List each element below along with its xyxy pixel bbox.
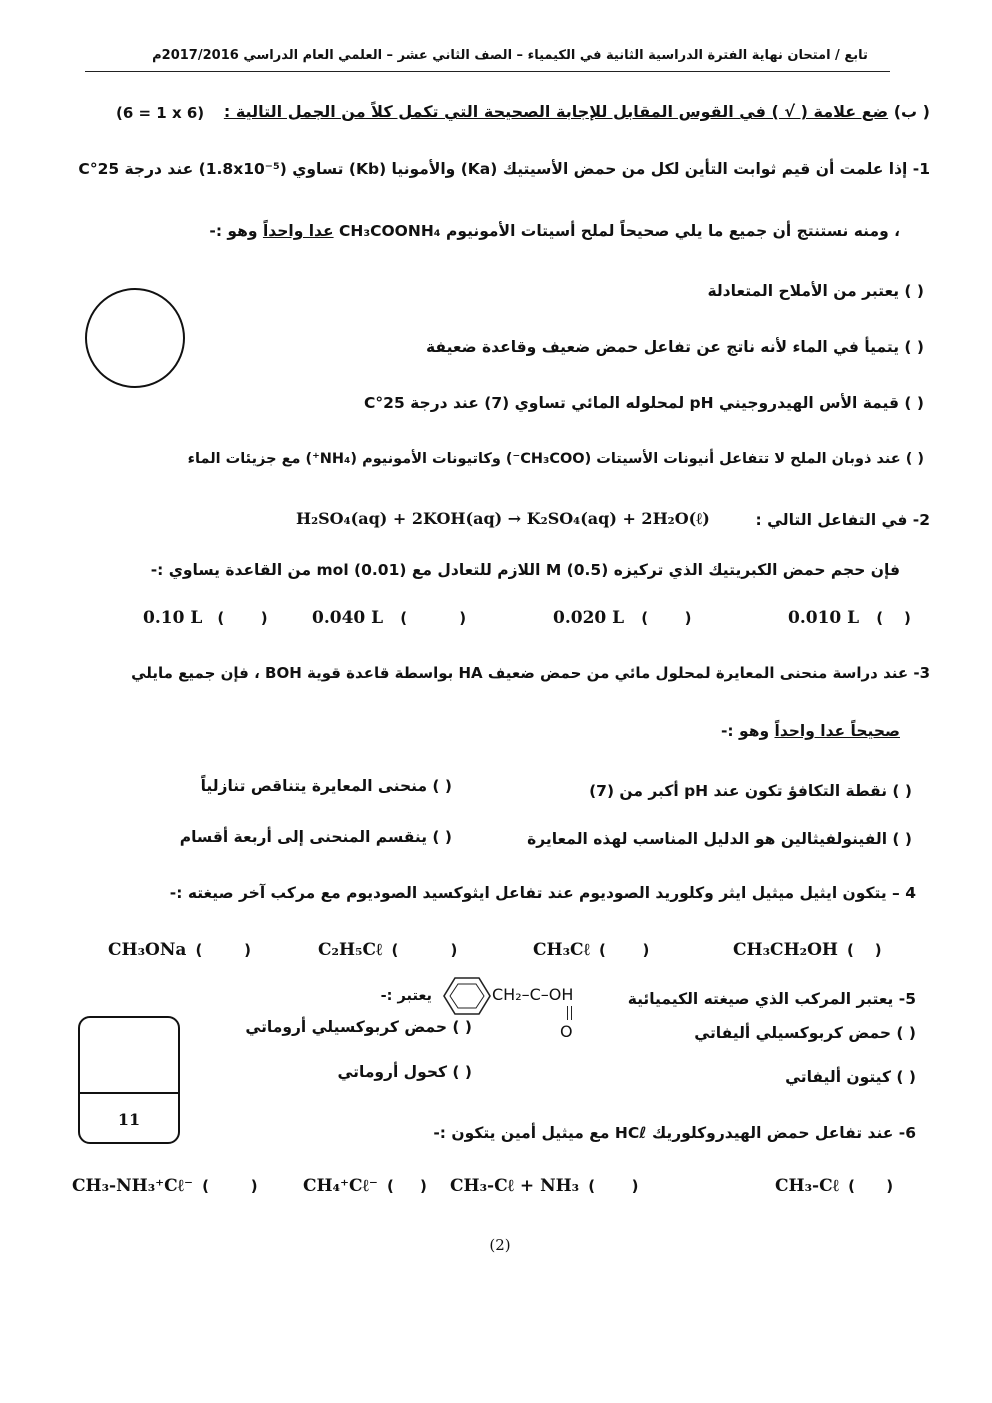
q6-option-3[interactable] [303, 1176, 427, 1196]
q1-option-4[interactable]: ( ) عند ذوبان الملح لا تتفاعل أنيونات الأسيتات (CH₃COO⁻) وكاتيونات الأمونيوم (NH₄⁺) مع جزيئات الماء [187, 451, 924, 467]
q2-option-3-bracket[interactable]: ( ) [400, 609, 467, 627]
q2-option-4[interactable] [143, 608, 268, 628]
benzene-ring-icon [442, 974, 492, 1018]
q1-option-1[interactable]: ( ) يعتبر من الأملاح المتعادلة [707, 282, 924, 300]
q6-option-2[interactable] [450, 1176, 639, 1196]
q1-option-2[interactable]: ( ) يتميأ في الماء لأنه ناتج عن تفاعل حمض ضعيف وقاعدة ضعيفة [426, 338, 924, 356]
q2-option-4-bracket[interactable]: ( ) [217, 609, 268, 627]
q4-option-4-bracket[interactable]: ( ) [195, 941, 251, 959]
q5-line1-suffix: يعتبر :- [380, 988, 432, 1004]
q2-line2: فإن حجم حمض الكبريتيك الذي تركيزه M (0.5) اللازم للتعادل مع mol (0.01) من القاعدة يساوي :- [150, 561, 900, 579]
q5-option-1[interactable]: ( ) حمض كربوكسيلي أليفاتي [694, 1024, 916, 1042]
q4-line1: 4 – يتكون ايثيل ميثيل ايثر وكلوريد الصوديوم عند تفاعل ايثوكسيد الصوديوم مع مركب آخر صيغته :- [169, 884, 916, 902]
q6-line1: 6- عند تفاعل حمض الهيدروكلوريك HCℓ مع ميثيل أمين يتكون :- [433, 1124, 916, 1142]
q2-option-2-value: 0.020 L [553, 608, 625, 628]
q3-option-1[interactable]: ( ) نقطة التكافؤ تكون عند pH أكبر من (7) [589, 782, 912, 800]
q6-option-1[interactable] [775, 1176, 893, 1196]
section-instruction: ضع علامة ( √ ) في القوس المقابل للإجابة الصحيحة التي تكمل كلاً من الجمل التالية : [223, 102, 889, 121]
q6-option-3-value: CH₄⁺Cℓ⁻ [303, 1176, 378, 1196]
q3-line2 [721, 722, 900, 740]
q4-option-3-bracket[interactable]: ( ) [391, 941, 458, 959]
q4-option-1-bracket[interactable]: ( ) [847, 941, 882, 959]
q6-option-2-value: CH₃-Cℓ + NH₃ [450, 1176, 580, 1196]
q3-line2-suffix: وهو :- [720, 722, 770, 740]
q4-option-2-value: CH₃Cℓ [533, 940, 590, 960]
q2-option-3-value: 0.040 L [312, 608, 384, 628]
q1-line1: 1- إذا علمت أن قيم ثوابت التأين لكل من حمض الأسيتيك (Ka) والأمونيا (Kb) تساوي (1.8x10⁻⁵) عند درجة 25°C [78, 160, 930, 178]
q2-option-1-value: 0.010 L [788, 608, 860, 628]
q2-option-2-bracket[interactable]: ( ) [641, 609, 692, 627]
q1-line2-suffix: وهو :- [209, 222, 258, 240]
q5-option-4[interactable]: ( ) كحول أروماتي [337, 1063, 472, 1081]
q1-option-3[interactable]: ( ) قيمة الأس الهيدروجيني pH لمحلوله المائي تساوي (7) عند درجة 25°C [364, 394, 924, 412]
q2-option-1-bracket[interactable]: ( ) [876, 609, 911, 627]
q3-option-3[interactable]: ( ) الفينولفيثالين هو الدليل المناسب لهذه المعايرة [527, 830, 912, 848]
q3-option-4[interactable]: ( ) ينقسم المنحنى إلى أربعة أقسام [179, 828, 452, 846]
q5-line1: 5- يعتبر المركب الذي صيغته الكيميائية [627, 990, 916, 1008]
q4-option-1[interactable] [733, 940, 882, 960]
q4-option-3[interactable] [318, 940, 457, 960]
q1-line2 [209, 222, 900, 240]
section-prefix: ( ب) [893, 102, 930, 121]
q4-option-3-value: C₂H₅Cℓ [318, 940, 383, 960]
q6-option-1-value: CH₃-Cℓ [775, 1176, 839, 1196]
q6-option-3-bracket[interactable]: ( ) [386, 1177, 427, 1195]
q6-option-4[interactable] [72, 1176, 258, 1196]
q5-option-3[interactable]: ( ) كيتون أليفاتي [785, 1068, 916, 1086]
score-box [78, 1016, 180, 1144]
q6-option-2-bracket[interactable]: ( ) [588, 1177, 639, 1195]
q6-option-4-bracket[interactable]: ( ) [202, 1177, 258, 1195]
grade-circle [85, 288, 185, 388]
q5-option-2[interactable]: ( ) حمض كربوكسيلي أروماتي [245, 1018, 472, 1036]
q2-option-2[interactable] [553, 608, 691, 628]
q2-option-1[interactable] [788, 608, 911, 628]
score-box-divider [80, 1092, 178, 1094]
q1-line2-prefix: ، ومنه نستنتج أن جميع ما يلي صحيحاً لملح أسيتات الأمونيوم CH₃COONH₄ [338, 222, 900, 240]
q4-option-4-value: CH₃ONa [108, 940, 187, 960]
q1-line2-emphasis: عدا واحداً [262, 222, 334, 240]
q2-label: 2- في التفاعل التالي : [755, 511, 930, 529]
q3-line2-emphasis: صحيحاً عدا واحداً [774, 722, 900, 740]
q5-formula: CH₂–C–OH [492, 985, 574, 1004]
q2-option-4-value: 0.10 L [143, 608, 203, 628]
q3-option-2[interactable]: ( ) منحنى المعايرة يتناقص تنازلياً [200, 777, 452, 795]
q2-option-3[interactable] [312, 608, 466, 628]
q4-option-2[interactable] [533, 940, 649, 960]
section-marks: (6 = 1 x 6) [116, 104, 205, 122]
section-title [224, 102, 930, 121]
q6-option-4-value: CH₃-NH₃⁺Cℓ⁻ [72, 1176, 193, 1196]
q4-option-2-bracket[interactable]: ( ) [599, 941, 650, 959]
q3-line1: 3- عند دراسة منحنى المعايرة لمحلول مائي من حمض ضعيف HA بواسطة قاعدة قوية BOH ، فإن جميع مايلي [131, 664, 930, 682]
score-box-value: 11 [117, 1110, 141, 1129]
q6-option-1-bracket[interactable]: ( ) [848, 1177, 894, 1195]
header-divider [85, 71, 890, 72]
q4-option-4[interactable] [108, 940, 251, 960]
q5-formula-oxygen: O [560, 1022, 573, 1041]
page-number: (2) [489, 1236, 511, 1254]
q4-option-1-value: CH₃CH₂OH [733, 940, 838, 960]
q2-equation: H₂SO₄(aq) + 2KOH(aq) → K₂SO₄(aq) + 2H₂O(ℓ) [296, 509, 710, 528]
q5-double-bond-line [567, 1006, 568, 1020]
q5-double-bond-line [571, 1006, 572, 1020]
exam-header: تابع / امتحان نهاية الفترة الدراسية الثانية في الكيمياء – الصف الثاني عشر – العلمي العام الدراسي 2017/2016م [152, 48, 868, 63]
